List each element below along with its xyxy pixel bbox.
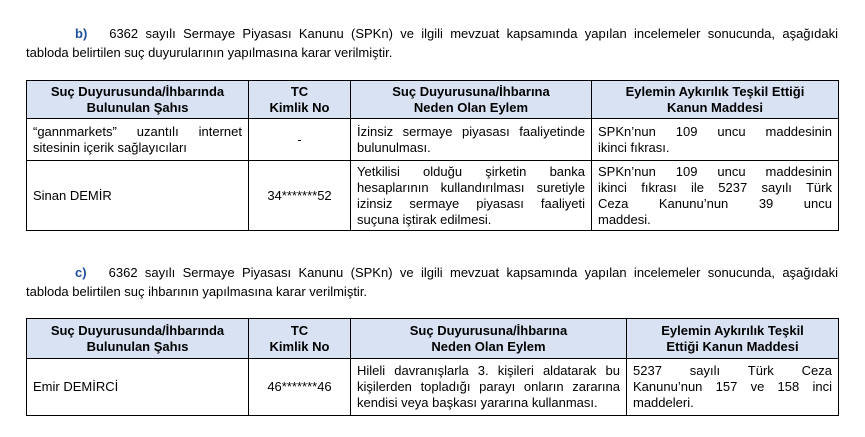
header-law: Eylemin Aykırılık Teşkil Ettiği Kanun Maddesi <box>592 81 839 119</box>
cell-law: SPKn’nun 109 uncu maddesinin ikinci fıkrası ile 5237 sayılı Türk Ceza Kanunu’nun 39 uncu maddesi. <box>592 161 839 231</box>
section-c-letter: c) <box>75 265 87 280</box>
header-tc: TC Kimlik No <box>249 319 351 359</box>
table-row <box>27 359 839 416</box>
section-b-line1 <box>26 24 838 43</box>
cell-tc: 46*******46 <box>249 359 351 416</box>
section-c-paragraph <box>26 263 838 301</box>
section-c-text-line1: 6362 sayılı Sermaye Piyasası Kanunu (SPKn) ve ilgili mevzuat kapsamında yapılan incelemeler sonucunda, aşağıdaki <box>108 265 838 280</box>
header-law: Eylemin Aykırılık Teşkil Ettiği Kanun Maddesi <box>627 319 839 359</box>
header-person: Suç Duyurusunda/İhbarında Bulunulan Şahıs <box>27 81 249 119</box>
section-b-paragraph <box>26 24 838 62</box>
header-person: Suç Duyurusunda/İhbarında Bulunulan Şahıs <box>27 319 249 359</box>
header-action: Suç Duyurusuna/İhbarına Neden Olan Eylem <box>351 319 627 359</box>
table-b-header-row <box>27 81 839 119</box>
cell-law: SPKn’nun 109 uncu maddesinin ikinci fıkrası. <box>592 119 839 161</box>
table-b <box>26 80 839 231</box>
cell-action: Yetkilisi olduğu şirketin banka hesaplarının kullandırılması suretiyle izinsiz sermaye piyasası faaliyeti suçuna iştirak edilmesi. <box>351 161 592 231</box>
table-c <box>26 318 839 416</box>
header-action: Suç Duyurusuna/İhbarına Neden Olan Eylem <box>351 81 592 119</box>
cell-person: Emir DEMİRCİ <box>27 359 249 416</box>
cell-tc: 34*******52 <box>249 161 351 231</box>
section-b-text-line1: 6362 sayılı Sermaye Piyasası Kanunu (SPKn) ve ilgili mevzuat kapsamında yapılan incelemeler sonucunda, aşağıdaki <box>109 26 838 41</box>
table-c-header-row <box>27 319 839 359</box>
table-row <box>27 119 839 161</box>
cell-person: “gannmarkets” uzantılı internet sitesinin içerik sağlayıcıları <box>27 119 249 161</box>
header-tc: TC Kimlik No <box>249 81 351 119</box>
section-b-letter: b) <box>75 26 88 41</box>
section-b-line2: tabloda belirtilen suç duyurularının yapılmasına karar verilmiştir. <box>26 45 393 60</box>
table-row <box>27 161 839 231</box>
cell-tc: - <box>249 119 351 161</box>
cell-action: Hileli davranışlarla 3. kişileri aldatarak bu kişilerden topladığı parayı onların zararına kendisi veya başkası yararına kullanması. <box>351 359 627 416</box>
cell-action: İzinsiz sermaye piyasası faaliyetinde bulunulması. <box>351 119 592 161</box>
cell-law: 5237 sayılı Türk Ceza Kanunu’nun 157 ve 158 inci maddeleri. <box>627 359 839 416</box>
section-c-line2: tabloda belirtilen suç ihbarının yapılmasına karar verilmiştir. <box>26 284 368 299</box>
section-c-line1 <box>26 263 838 282</box>
cell-person: Sinan DEMİR <box>27 161 249 231</box>
